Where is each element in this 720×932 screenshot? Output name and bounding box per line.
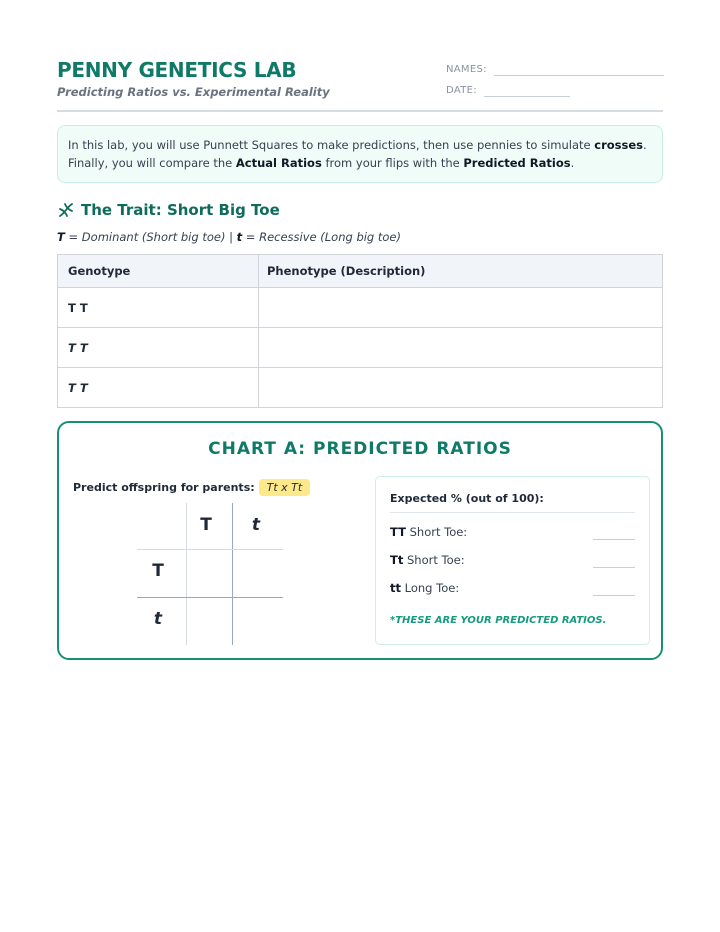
punnett-cell[interactable] <box>187 598 232 645</box>
parents-highlight: Tt x Tt <box>259 479 311 496</box>
table-row <box>58 367 662 407</box>
expected-row-tt-hetero: Tt Short Toe: <box>390 553 635 569</box>
punnett-cell[interactable] <box>187 550 232 597</box>
punnett-cell[interactable] <box>233 598 283 645</box>
predicted-ratios-note: *THESE ARE YOUR PREDICTED RATIOS. <box>390 615 607 626</box>
trait-section-heading <box>57 200 280 220</box>
date-field[interactable] <box>446 85 477 96</box>
genotype-table <box>57 254 663 408</box>
date-label: DATE: <box>446 85 477 96</box>
page-header <box>57 58 663 112</box>
predict-label: Predict offspring for parents: <box>73 481 255 494</box>
phenotype-cell[interactable] <box>259 328 662 367</box>
names-blank-line[interactable] <box>494 75 664 76</box>
punnett-side-allele-2: t <box>153 609 163 629</box>
punnett-square <box>137 503 283 645</box>
genotype-cell: T T <box>58 368 259 407</box>
trait-heading-text: The Trait: Short Big Toe <box>81 201 280 219</box>
expected-row-tt-recessive: tt Long Toe: <box>390 581 635 597</box>
table-row <box>58 287 662 327</box>
dna-icon <box>57 201 75 219</box>
phenotype-cell[interactable] <box>259 368 662 407</box>
punnett-cell[interactable] <box>233 550 283 597</box>
predict-prompt <box>73 479 310 496</box>
page-subtitle: Predicting Ratios vs. Experimental Reality <box>57 85 330 99</box>
genotype-cell: T T <box>58 288 259 327</box>
table-header-row <box>58 255 662 287</box>
date-blank-line[interactable] <box>484 96 570 97</box>
genotype-cell: T T <box>58 328 259 367</box>
allele-legend: T = Dominant (Short big toe) | t = Recessive (Long big toe) <box>57 230 401 244</box>
chart-a-panel <box>57 421 663 660</box>
punnett-top-allele-2: t <box>251 515 261 535</box>
names-field[interactable] <box>446 64 487 75</box>
punnett-top-allele-1: T <box>200 515 212 535</box>
expected-row-tt-dominant: TT Short Toe: <box>390 525 635 541</box>
intro-line-2: Finally, you will compare the Actual Ratios from your flips with the Predicted Ratios. <box>68 155 575 170</box>
punnett-side-allele-1: T <box>152 561 164 581</box>
names-label: NAMES: <box>446 64 487 75</box>
expected-heading: Expected % (out of 100): <box>390 492 635 513</box>
intro-callout <box>57 125 663 183</box>
expected-percent-box <box>375 476 650 645</box>
answer-blank[interactable] <box>593 539 635 540</box>
header-phenotype: Phenotype (Description) <box>267 264 426 278</box>
intro-line-1: In this lab, you will use Punnett Squares to make predictions, then use pennies to simulate crosses. <box>68 138 647 152</box>
page-title: PENNY GENETICS LAB <box>57 58 297 82</box>
header-genotype: Genotype <box>58 255 259 287</box>
phenotype-cell[interactable] <box>259 288 662 327</box>
answer-blank[interactable] <box>593 567 635 568</box>
answer-blank[interactable] <box>593 595 635 596</box>
chart-a-title: CHART A: PREDICTED RATIOS <box>208 439 512 459</box>
table-row <box>58 327 662 367</box>
